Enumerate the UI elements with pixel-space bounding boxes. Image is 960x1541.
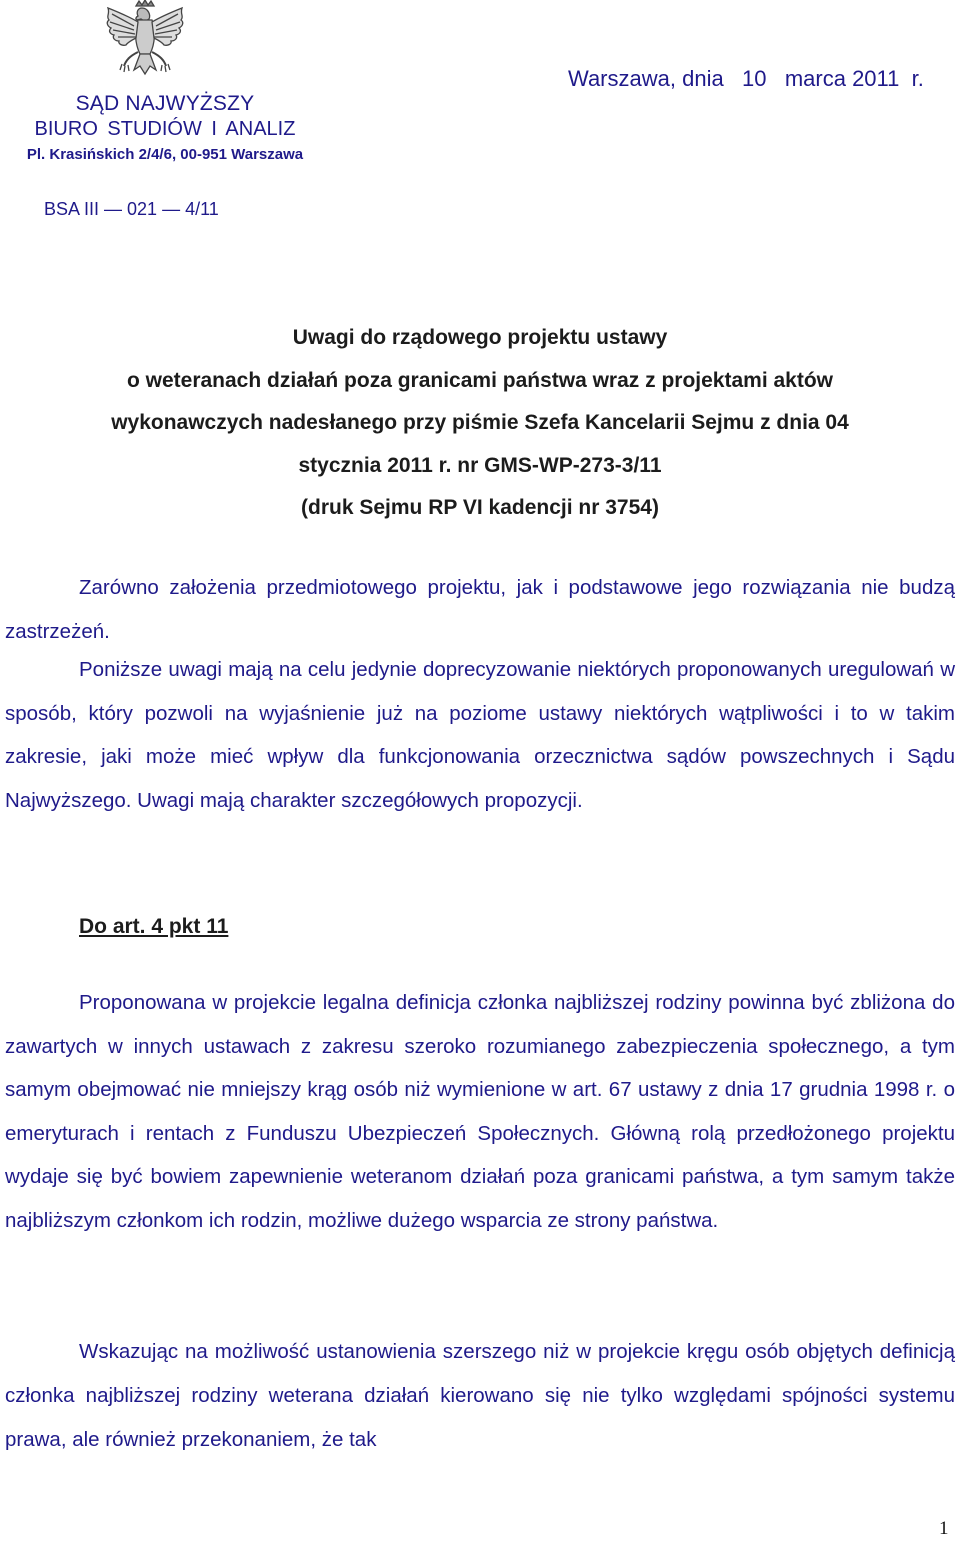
title-line: Uwagi do rządowego projektu ustawy	[292, 326, 668, 349]
paragraph-text: Poniższe uwagi mają na celu jedynie doprecyzowanie niektórych proponowanych uregulowań w sposób, który pozwoli na wyjaśnienie już na poziome ustawy niektórych wątpliwości i to w takim zakresie, jaki może mieć wpływ dla funkcjonowania orzecznictwa sądów powszechnych i Sądu Najwyższego. Uwagi mają charakter szczegółowych propozycji.	[5, 658, 955, 812]
title-line: o weteranach działań poza granicami państwa wraz z projektami aktów	[126, 368, 834, 392]
paragraph-1	[5, 566, 955, 654]
org-address: Pl. Krasińskich 2/4/6, 00-951 Warszawa	[26, 146, 304, 163]
paragraph-3	[5, 981, 955, 1242]
document-title	[0, 323, 960, 536]
document-date: Warszawa, dnia 10 marca 2011 r.	[568, 66, 924, 91]
organization-header	[0, 92, 330, 165]
org-name: SĄD NAJWYŻSZY	[75, 92, 255, 115]
section-heading: Do art. 4 pkt 11	[79, 915, 229, 938]
title-line: wykonawczych nadesłanego przy piśmie Szefa Kancelarii Sejmu z dnia 04	[111, 411, 849, 434]
reference-number: BSA III — 021 — 4/11	[44, 199, 219, 219]
paragraph-2	[5, 648, 955, 822]
paragraph-4	[5, 1330, 955, 1462]
title-line: stycznia 2011 r. nr GMS-WP-273-3/11	[298, 453, 662, 477]
paragraph-text: Wskazując na możliwość ustanowienia szerszego niż w projekcie kręgu osób objętych definicją członka najbliższej rodziny weterana działań kierowano się nie tylko względami spójności systemu prawa, ale również przekonaniem, że tak	[5, 1340, 955, 1451]
paragraph-text: Proponowana w projekcie legalna definicja członka najbliższej rodziny powinna być zbliżona do zawartych w innych ustawach z zakresu szeroko rozumianego zabezpieczenia społecznego, a tym samym obejmować nie mniejszy krąg osób niż wymienione w art. 67 ustawy z dnia 17 grudnia 1998 r. o emeryturach i rentach z Funduszu Ubezpieczeń Społecznych. Główną rolą przedłożonego projektu wydaje się być bowiem zapewnienie weteranom działań poza granicami państwa, a tym samym także najbliższym członkom ich rodzin, możliwe dużego wsparcia ze strony państwa.	[5, 991, 955, 1232]
title-line: (druk Sejmu RP VI kadencji nr 3754)	[301, 496, 659, 519]
polish-eagle-emblem-icon	[100, 0, 190, 84]
page-number: 1	[939, 1518, 949, 1539]
org-department: BIURO STUDIÓW I ANALIZ	[34, 118, 296, 140]
paragraph-text: Zarówno założenia przedmiotowego projektu, jak i podstawowe jego rozwiązania nie budzą zastrzeżeń.	[5, 576, 955, 643]
